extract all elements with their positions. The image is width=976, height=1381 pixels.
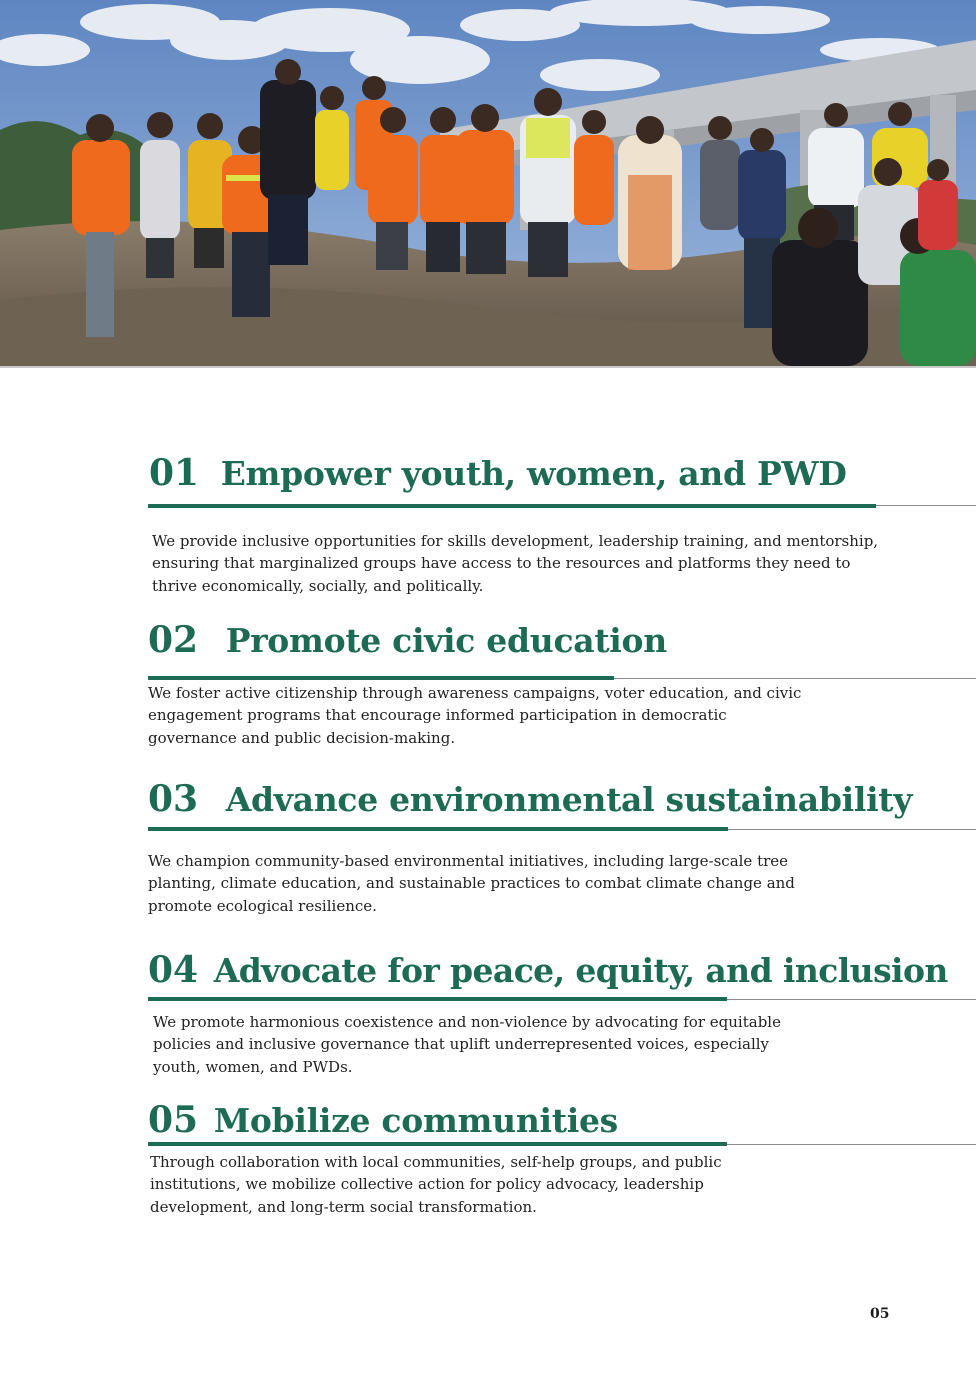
section-underline: [148, 1142, 727, 1146]
section-number: 02: [148, 619, 199, 661]
section-heading: [148, 1099, 618, 1141]
section-body: We promote harmonious coexistence and non-violence by advocating for equitable policies and inclusive governance that uplift underrepresented voices, especially youth, women, and PWDs.: [153, 1013, 781, 1076]
section-heading: [148, 949, 948, 991]
page-number: 05: [870, 1306, 890, 1322]
section-title: Advocate for peace, equity, and inclusion: [213, 951, 948, 990]
section-title: Promote civic education: [225, 621, 667, 660]
section-number: 05: [148, 1099, 199, 1141]
section-title: Advance environmental sustainability: [225, 780, 913, 819]
community-gathering-photo: [0, 0, 976, 366]
hero-bottom-rule: [0, 366, 976, 368]
section-heading: [148, 778, 912, 820]
section-heading: [148, 619, 667, 661]
section-body: We provide inclusive opportunities for skills development, leadership training, and mentorship, ensuring that marginalized groups have access to the resources and platforms they need to thrive economically, socially, and politically.: [152, 532, 879, 595]
section-underline: [148, 676, 614, 680]
section-underline: [148, 997, 727, 1001]
section-heading: [149, 452, 847, 494]
section-divider: [876, 505, 976, 506]
section-underline: [148, 827, 728, 831]
section-underline: [148, 504, 876, 508]
section-body: We foster active citizenship through awareness campaigns, voter education, and civic engagement programs that encourage informed participation in democratic governance and public decision-making.: [148, 684, 802, 747]
section-title: Empower youth, women, and PWD: [220, 454, 847, 493]
section-number: 01: [149, 452, 200, 494]
section-body: We champion community-based environmental initiatives, including large-scale tree planting, climate education, and sustainable practices to combat climate change and promote ecological resilience.: [148, 852, 795, 915]
hero-photo: [0, 0, 976, 366]
section-title: Mobilize communities: [213, 1101, 618, 1140]
section-number: 04: [148, 949, 199, 991]
section-body: Through collaboration with local communities, self-help groups, and public institutions, we mobilize collective action for policy advocacy, leadership development, and long-term social transformation.: [150, 1153, 722, 1216]
section-number: 03: [148, 778, 199, 820]
